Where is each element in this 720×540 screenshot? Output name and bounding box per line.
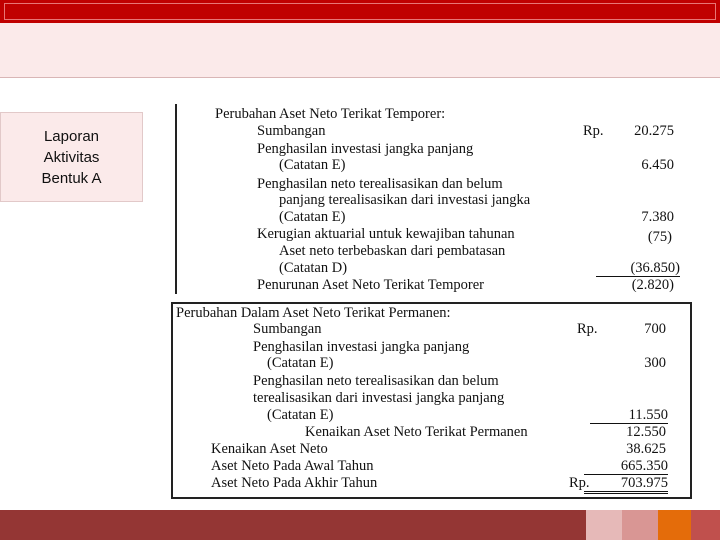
row-label: Aset Neto Pada Akhir Tahun bbox=[211, 475, 378, 491]
currency-label: Rp. bbox=[577, 321, 598, 337]
row-label: (Catatan E) bbox=[267, 407, 334, 423]
row-label: (Catatan E) bbox=[279, 157, 346, 173]
row-label: Aset Neto Pada Awal Tahun bbox=[211, 458, 374, 474]
section-heading: Perubahan Dalam Aset Neto Terikat Permanen: bbox=[176, 305, 451, 321]
row-label: Sumbangan bbox=[257, 123, 326, 139]
row-label: (Catatan E) bbox=[279, 209, 346, 225]
row-label: (Catatan E) bbox=[267, 355, 334, 371]
row-label: panjang terealisasikan dari investasi jangka bbox=[279, 192, 531, 208]
row-label: Sumbangan bbox=[253, 321, 322, 337]
row-value: 6.450 bbox=[641, 157, 674, 173]
header-band bbox=[0, 23, 720, 78]
top-accent-bar bbox=[0, 0, 720, 23]
row-label: Penghasilan neto terealisasikan dan belum bbox=[253, 373, 499, 389]
row-value: 700 bbox=[644, 321, 666, 337]
section-heading: Perubahan Aset Neto Terikat Temporer: bbox=[215, 106, 446, 122]
row-label: (Catatan D) bbox=[279, 260, 348, 276]
row-label: Penghasilan investasi jangka panjang bbox=[257, 141, 474, 157]
footer-swatch-orange bbox=[658, 510, 691, 540]
slide-title-box bbox=[0, 112, 143, 202]
currency-label: Rp. bbox=[583, 123, 604, 139]
footer-swatch-light-pink bbox=[586, 510, 622, 540]
row-label: Kerugian aktuarial untuk kewajiban tahunan bbox=[257, 226, 515, 242]
row-label: Penghasilan neto terealisasikan dan belum bbox=[257, 176, 503, 192]
row-value: 665.350 bbox=[584, 458, 668, 475]
slide-title-line-3: Bentuk A bbox=[41, 169, 102, 187]
row-value: (75) bbox=[647, 229, 672, 245]
row-value: (36.850) bbox=[596, 260, 680, 277]
row-value: 38.625 bbox=[626, 441, 666, 457]
row-label: Penghasilan investasi jangka panjang bbox=[253, 339, 470, 355]
slide-title-line-2: Aktivitas bbox=[43, 148, 100, 166]
row-label: Penurunan Aset Neto Terikat Temporer bbox=[257, 277, 484, 293]
slide-title-line-1: Laporan bbox=[43, 127, 100, 145]
footer-swatch-red bbox=[691, 510, 720, 540]
top-accent-bar-inner bbox=[4, 3, 716, 20]
row-label: Aset neto terbebaskan dari pembatasan bbox=[279, 243, 506, 259]
row-label: Kenaikan Aset Neto bbox=[211, 441, 328, 457]
row-value: 703.975 bbox=[584, 475, 668, 494]
row-label: Kenaikan Aset Neto Terikat Permanen bbox=[305, 424, 528, 440]
row-value: 300 bbox=[644, 355, 666, 371]
row-value: 7.380 bbox=[641, 209, 674, 225]
temporarily-restricted-section bbox=[175, 104, 694, 294]
row-label: terealisasikan dari investasi jangka panjang bbox=[253, 390, 505, 406]
currency-label: Rp. bbox=[569, 475, 590, 491]
footer-swatch-rose bbox=[622, 510, 658, 540]
row-value: 12.550 bbox=[626, 424, 666, 440]
row-value: 20.275 bbox=[634, 123, 674, 139]
permanently-restricted-section bbox=[171, 302, 692, 499]
row-value: (2.820) bbox=[631, 277, 674, 293]
row-value: 11.550 bbox=[590, 407, 668, 424]
